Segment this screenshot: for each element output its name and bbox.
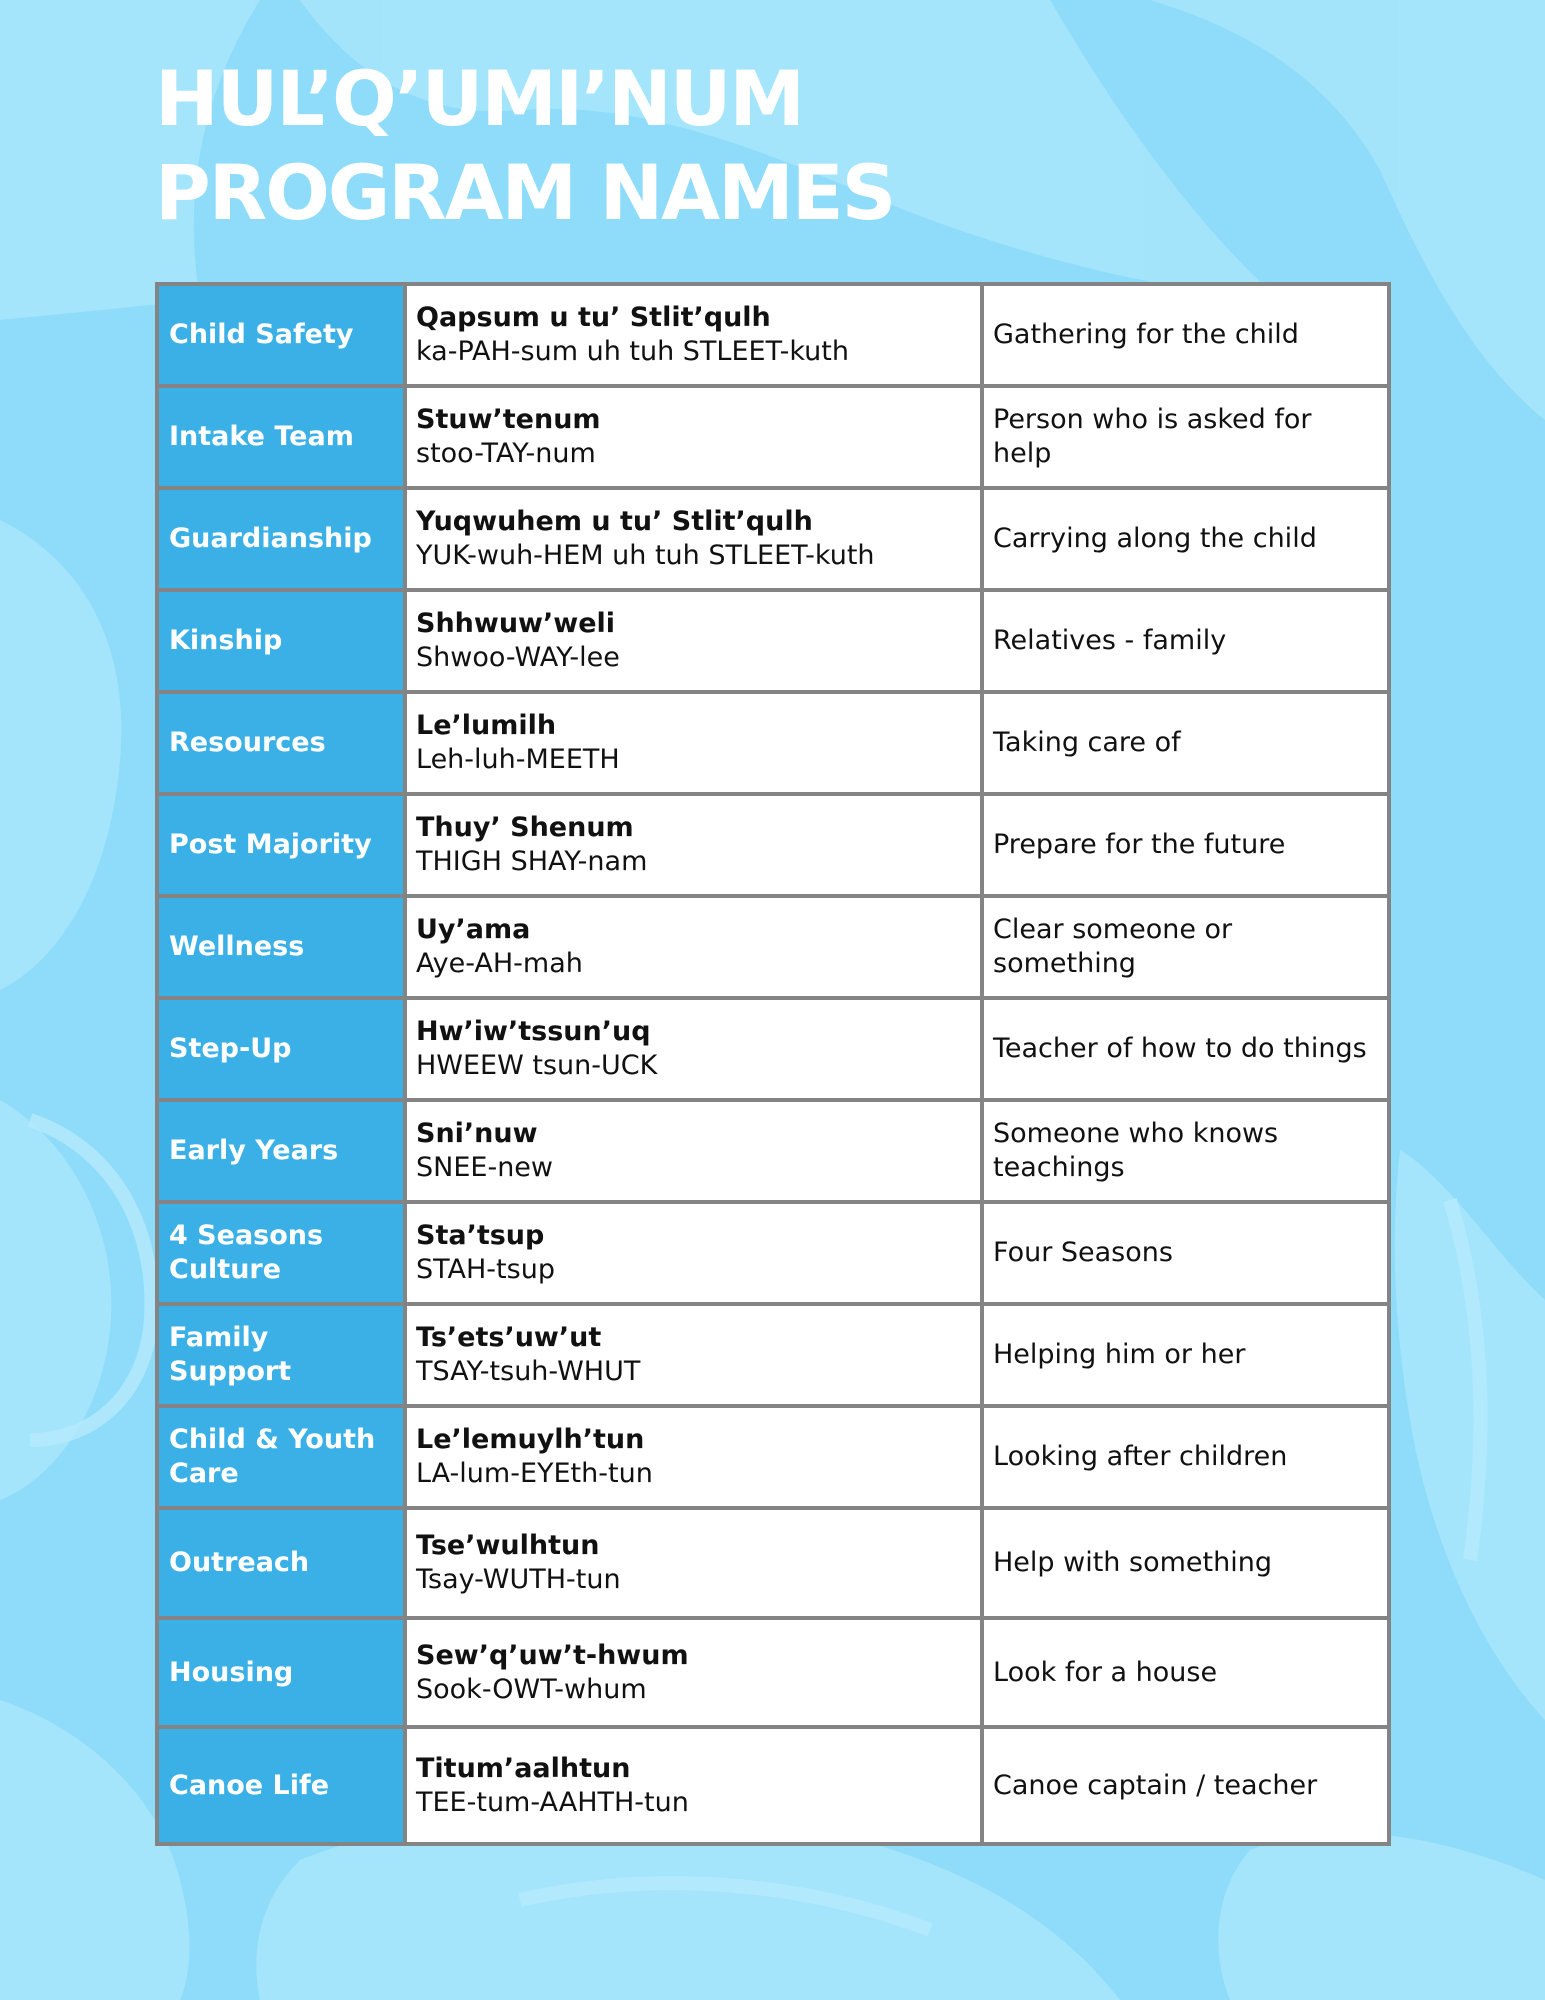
meaning-cell: Taking care of bbox=[984, 694, 1387, 792]
meaning-cell: Looking after children bbox=[984, 1408, 1387, 1506]
table-row bbox=[159, 1000, 1387, 1098]
program-cell: Intake Team bbox=[159, 388, 403, 486]
pronunciation: THIGH SHAY-nam bbox=[416, 846, 648, 877]
hulquminum-name-cell bbox=[407, 1510, 980, 1616]
table-row bbox=[159, 1408, 1387, 1506]
hulquminum-name-cell bbox=[407, 694, 980, 792]
hulquminum-name-cell bbox=[407, 898, 980, 996]
program-cell: Early Years bbox=[159, 1102, 403, 1200]
hulquminum-name-cell bbox=[407, 796, 980, 894]
pronunciation: SNEE-new bbox=[416, 1152, 554, 1183]
pronunciation: Shwoo-WAY-lee bbox=[416, 642, 620, 673]
hulquminum-word: Titum’aalhtun bbox=[416, 1752, 631, 1784]
meaning-cell: Gathering for the child bbox=[984, 286, 1387, 384]
pronunciation: HWEEW tsun-UCK bbox=[416, 1050, 658, 1081]
program-cell: Outreach bbox=[159, 1510, 403, 1616]
hulquminum-word: Sew’q’uw’t-hwum bbox=[416, 1639, 689, 1671]
meaning-cell: Clear someone or something bbox=[984, 898, 1387, 996]
table-row bbox=[159, 490, 1387, 588]
pronunciation: TSAY-tsuh-WHUT bbox=[416, 1356, 641, 1387]
hulquminum-word: Thuy’ Shenum bbox=[416, 812, 634, 843]
program-cell: Child & Youth Care bbox=[159, 1408, 403, 1506]
pronunciation: YUK-wuh-HEM uh tuh STLEET-kuth bbox=[416, 540, 875, 571]
table-row bbox=[159, 898, 1387, 996]
table-row bbox=[159, 1510, 1387, 1616]
hulquminum-name-cell bbox=[407, 1729, 980, 1842]
hulquminum-word: Stuw’tenum bbox=[416, 404, 601, 435]
hulquminum-word: Sni’nuw bbox=[416, 1118, 538, 1149]
hulquminum-name-cell bbox=[407, 1102, 980, 1200]
table-row bbox=[159, 1620, 1387, 1725]
pronunciation: Leh-luh-MEETH bbox=[416, 744, 620, 775]
program-cell: Post Majority bbox=[159, 796, 403, 894]
program-cell: Step-Up bbox=[159, 1000, 403, 1098]
hulquminum-word: Le’lemuylh’tun bbox=[416, 1424, 645, 1455]
program-names-table bbox=[155, 282, 1391, 1846]
hulquminum-name-cell bbox=[407, 1306, 980, 1404]
hulquminum-word: Tse’wulhtun bbox=[416, 1530, 600, 1561]
meaning-cell: Four Seasons bbox=[984, 1204, 1387, 1302]
hulquminum-word: Sta’tsup bbox=[416, 1220, 545, 1251]
table-row bbox=[159, 1729, 1387, 1842]
hulquminum-word: Yuqwuhem u tu’ Stlit’qulh bbox=[416, 506, 813, 537]
pronunciation: Sook-OWT-whum bbox=[416, 1673, 647, 1705]
meaning-cell: Someone who knows teachings bbox=[984, 1102, 1387, 1200]
hulquminum-name-cell bbox=[407, 1620, 980, 1725]
program-cell: Resources bbox=[159, 694, 403, 792]
table-row bbox=[159, 592, 1387, 690]
table-row bbox=[159, 1102, 1387, 1200]
hulquminum-name-cell bbox=[407, 1408, 980, 1506]
pronunciation: ka-PAH-sum uh tuh STLEET-kuth bbox=[416, 336, 849, 367]
program-cell: Wellness bbox=[159, 898, 403, 996]
table-row bbox=[159, 1204, 1387, 1302]
program-cell: Guardianship bbox=[159, 490, 403, 588]
pronunciation: LA-lum-EYEth-tun bbox=[416, 1458, 653, 1489]
hulquminum-word: Le’lumilh bbox=[416, 710, 557, 741]
meaning-cell: Helping him or her bbox=[984, 1306, 1387, 1404]
table-row bbox=[159, 796, 1387, 894]
table-row bbox=[159, 694, 1387, 792]
page-title-line-2: PROGRAM NAMES bbox=[155, 148, 895, 237]
pronunciation: stoo-TAY-num bbox=[416, 438, 596, 469]
hulquminum-name-cell bbox=[407, 490, 980, 588]
hulquminum-name-cell bbox=[407, 592, 980, 690]
meaning-cell: Relatives - family bbox=[984, 592, 1387, 690]
hulquminum-name-cell bbox=[407, 1000, 980, 1098]
pronunciation: STAH-tsup bbox=[416, 1254, 555, 1285]
program-cell: Kinship bbox=[159, 592, 403, 690]
program-cell: Housing bbox=[159, 1620, 403, 1725]
table-row bbox=[159, 286, 1387, 384]
meaning-cell: Canoe captain / teacher bbox=[984, 1729, 1387, 1842]
program-cell: Child Safety bbox=[159, 286, 403, 384]
hulquminum-name-cell bbox=[407, 1204, 980, 1302]
pronunciation: Aye-AH-mah bbox=[416, 948, 583, 979]
hulquminum-word: Qapsum u tu’ Stlit’qulh bbox=[416, 302, 771, 333]
program-cell: Canoe Life bbox=[159, 1729, 403, 1842]
pronunciation: Tsay-WUTH-tun bbox=[416, 1564, 621, 1595]
program-cell: Family Support bbox=[159, 1306, 403, 1404]
pronunciation: TEE-tum-AAHTH-tun bbox=[416, 1786, 689, 1818]
hulquminum-word: Hw’iw’tssun’uq bbox=[416, 1016, 651, 1047]
hulquminum-name-cell bbox=[407, 286, 980, 384]
table-row bbox=[159, 388, 1387, 486]
hulquminum-word: Ts’ets’uw’ut bbox=[416, 1322, 602, 1353]
table-row bbox=[159, 1306, 1387, 1404]
hulquminum-word: Uy’ama bbox=[416, 914, 531, 945]
meaning-cell: Person who is asked for help bbox=[984, 388, 1387, 486]
hulquminum-word: Shhwuw’weli bbox=[416, 608, 616, 639]
meaning-cell: Teacher of how to do things bbox=[984, 1000, 1387, 1098]
hulquminum-name-cell bbox=[407, 388, 980, 486]
program-cell: 4 Seasons Culture bbox=[159, 1204, 403, 1302]
meaning-cell: Carrying along the child bbox=[984, 490, 1387, 588]
meaning-cell: Look for a house bbox=[984, 1620, 1387, 1725]
meaning-cell: Help with something bbox=[984, 1510, 1387, 1616]
page-title bbox=[155, 52, 894, 240]
meaning-cell: Prepare for the future bbox=[984, 796, 1387, 894]
page-title-line-1: HUL’Q’UMI’NUM bbox=[155, 54, 804, 143]
